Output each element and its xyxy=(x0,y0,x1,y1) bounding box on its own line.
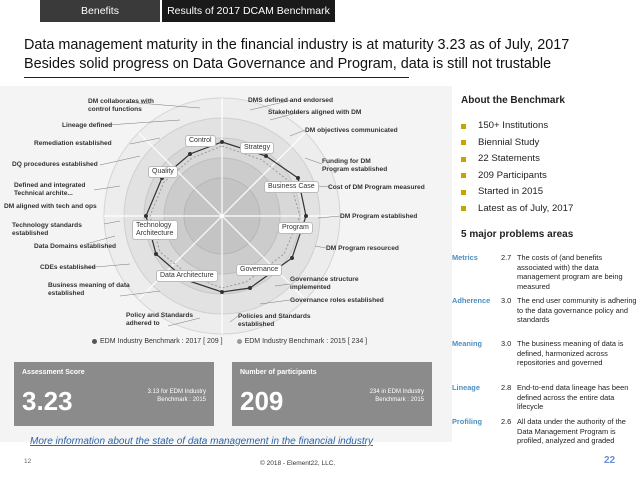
tab-benchmark-results[interactable]: Results of 2017 DCAM Benchmark xyxy=(160,0,335,22)
about-item-label: 22 Statements xyxy=(478,153,540,164)
sector-business-case: Business Case xyxy=(264,181,319,193)
about-item-label: 209 Participants xyxy=(478,169,547,181)
assessment-score-card xyxy=(14,362,214,426)
title-line-2: Besides solid progress on Data Governance and Program, data is still not trustable xyxy=(24,56,552,72)
label-dm-aligned-tech: DM aligned with tech and ops xyxy=(4,203,97,210)
participants-value: 209 xyxy=(240,386,284,416)
label-data-domains: Data Domains established xyxy=(34,243,117,250)
problem-name: Metrics xyxy=(452,253,478,262)
label-dm-program-established: DM Program established xyxy=(340,213,418,220)
label-lineage-defined: Lineage defined xyxy=(62,122,113,129)
assessment-score-caption: Assessment Score xyxy=(22,369,85,376)
page-number-left: 12 xyxy=(24,458,32,465)
problem-description: The end user community is adhering to the data governance policy and standards xyxy=(517,296,637,324)
copyright-notice: © 2018 - Element22, LLC. xyxy=(260,460,336,467)
participants-benchmark-line1: 234 in EDM Industry xyxy=(369,389,424,395)
bullet-icon xyxy=(461,124,466,129)
problem-name: Lineage xyxy=(452,383,480,392)
bullet-icon xyxy=(461,173,466,178)
label-dms-defined: DMS defined and endorsed xyxy=(248,97,333,104)
label-technology-standards: Technology standards established xyxy=(12,222,82,237)
list-item xyxy=(461,151,573,168)
assessment-benchmark-line2: Benchmark : 2015 xyxy=(157,397,206,403)
label-cdes: CDEs established xyxy=(40,264,96,271)
problem-description: The business meaning of data is defined, harmonized across repositories and governed xyxy=(517,339,624,367)
assessment-score-value: 3.23 xyxy=(22,386,73,416)
sector-technology-architecture: Technology Architecture xyxy=(132,220,178,240)
assessment-score-benchmark xyxy=(134,388,206,404)
participants-card xyxy=(232,362,432,426)
list-item xyxy=(461,135,573,152)
legend-2017-label: EDM Industry Benchmark : 2017 [ 209 ] xyxy=(100,338,223,345)
problem-score: 2.7 xyxy=(501,253,512,262)
label-policies-established: Policies and Standards established xyxy=(238,313,311,328)
about-benchmark-list xyxy=(461,118,573,217)
legend-2017 xyxy=(92,338,223,345)
title-line-1: Data management maturity in the financial industry is at maturity 3.23 as of July, 2017 xyxy=(24,37,570,53)
label-dm-collaborates: DM collaborates with control functions xyxy=(88,98,154,113)
participants-benchmark xyxy=(352,388,424,404)
about-item-label: Latest as of July, 2017 xyxy=(478,202,574,214)
bullet-icon xyxy=(461,157,466,162)
label-stakeholders-aligned: Stakeholders aligned with DM xyxy=(268,109,362,116)
sector-strategy: Strategy xyxy=(240,142,274,154)
list-item xyxy=(461,118,573,135)
list-item xyxy=(461,201,573,218)
problem-name: Profiling xyxy=(452,417,482,426)
sector-program: Program xyxy=(278,222,313,234)
label-cost-measured: Cost of DM Program measured xyxy=(328,184,425,191)
label-dq-procedures: DQ procedures established xyxy=(12,161,98,168)
problem-description: All data under the authority of the Data Management Program is profiled, analyzed and graded xyxy=(517,417,626,445)
top-tab-bar xyxy=(40,0,335,22)
problem-description: The costs of (and benefits associated with) the data management program are being measured xyxy=(517,253,623,291)
legend-marker-2017 xyxy=(92,339,97,344)
problem-description: End-to-end data lineage has been defined across the entire data lifecycle xyxy=(517,383,629,411)
legend-2015 xyxy=(237,338,368,345)
bullet-icon xyxy=(461,206,466,211)
title-underline xyxy=(24,77,409,78)
radar-legend xyxy=(92,338,367,345)
tab-benefits[interactable]: Benefits xyxy=(40,0,160,22)
problem-name: Meaning xyxy=(452,339,482,348)
problems-heading: 5 major problems areas xyxy=(461,229,574,240)
about-item-label: Biennial Study xyxy=(478,136,540,148)
about-benchmark-heading: About the Benchmark xyxy=(461,95,565,106)
sector-data-architecture: Data Architecture xyxy=(156,270,218,282)
label-policy-adhered: Policy and Standards adhered to xyxy=(126,312,194,327)
sector-control: Control xyxy=(185,135,216,147)
slide-title xyxy=(24,36,624,74)
problem-score: 3.0 xyxy=(501,339,512,348)
legend-marker-2015 xyxy=(237,339,242,344)
label-dm-objectives: DM objectives communicated xyxy=(305,127,398,134)
page-number-right: 22 xyxy=(604,455,616,466)
list-item xyxy=(461,184,573,201)
bullet-icon xyxy=(461,190,466,195)
label-governance-roles: Governance roles established xyxy=(290,297,384,304)
about-item-label: Started in 2015 xyxy=(478,186,544,197)
problem-score: 2.8 xyxy=(501,383,512,392)
legend-2015-label: EDM Industry Benchmark : 2015 [ 234 ] xyxy=(244,338,368,345)
participants-benchmark-line2: Benchmark : 2015 xyxy=(375,397,424,403)
list-item xyxy=(461,168,573,185)
problem-score: 3.0 xyxy=(501,296,512,305)
label-remediation: Remediation established xyxy=(34,140,112,147)
bullet-icon xyxy=(461,140,466,145)
label-technical-architecture: Defined and integrated Technical archite... xyxy=(14,182,86,197)
problem-score: 2.6 xyxy=(501,417,512,426)
about-item-label: 150+ Institutions xyxy=(478,120,549,131)
assessment-benchmark-line1: 3.13 for EDM Industry xyxy=(147,389,206,395)
problem-name: Adherence xyxy=(452,296,491,305)
more-information-link[interactable]: More information about the state of data management in the financial industry xyxy=(30,436,373,447)
sector-governance: Governance xyxy=(236,264,282,276)
sector-quality: Quality xyxy=(148,166,178,178)
label-business-meaning: Business meaning of data established xyxy=(48,282,130,297)
label-funding: Funding for DM Program established xyxy=(322,158,388,173)
label-governance-structure: Governance structure implemented xyxy=(290,276,359,291)
label-dm-program-resourced: DM Program resourced xyxy=(326,245,399,252)
participants-caption: Number of participants xyxy=(240,369,317,376)
